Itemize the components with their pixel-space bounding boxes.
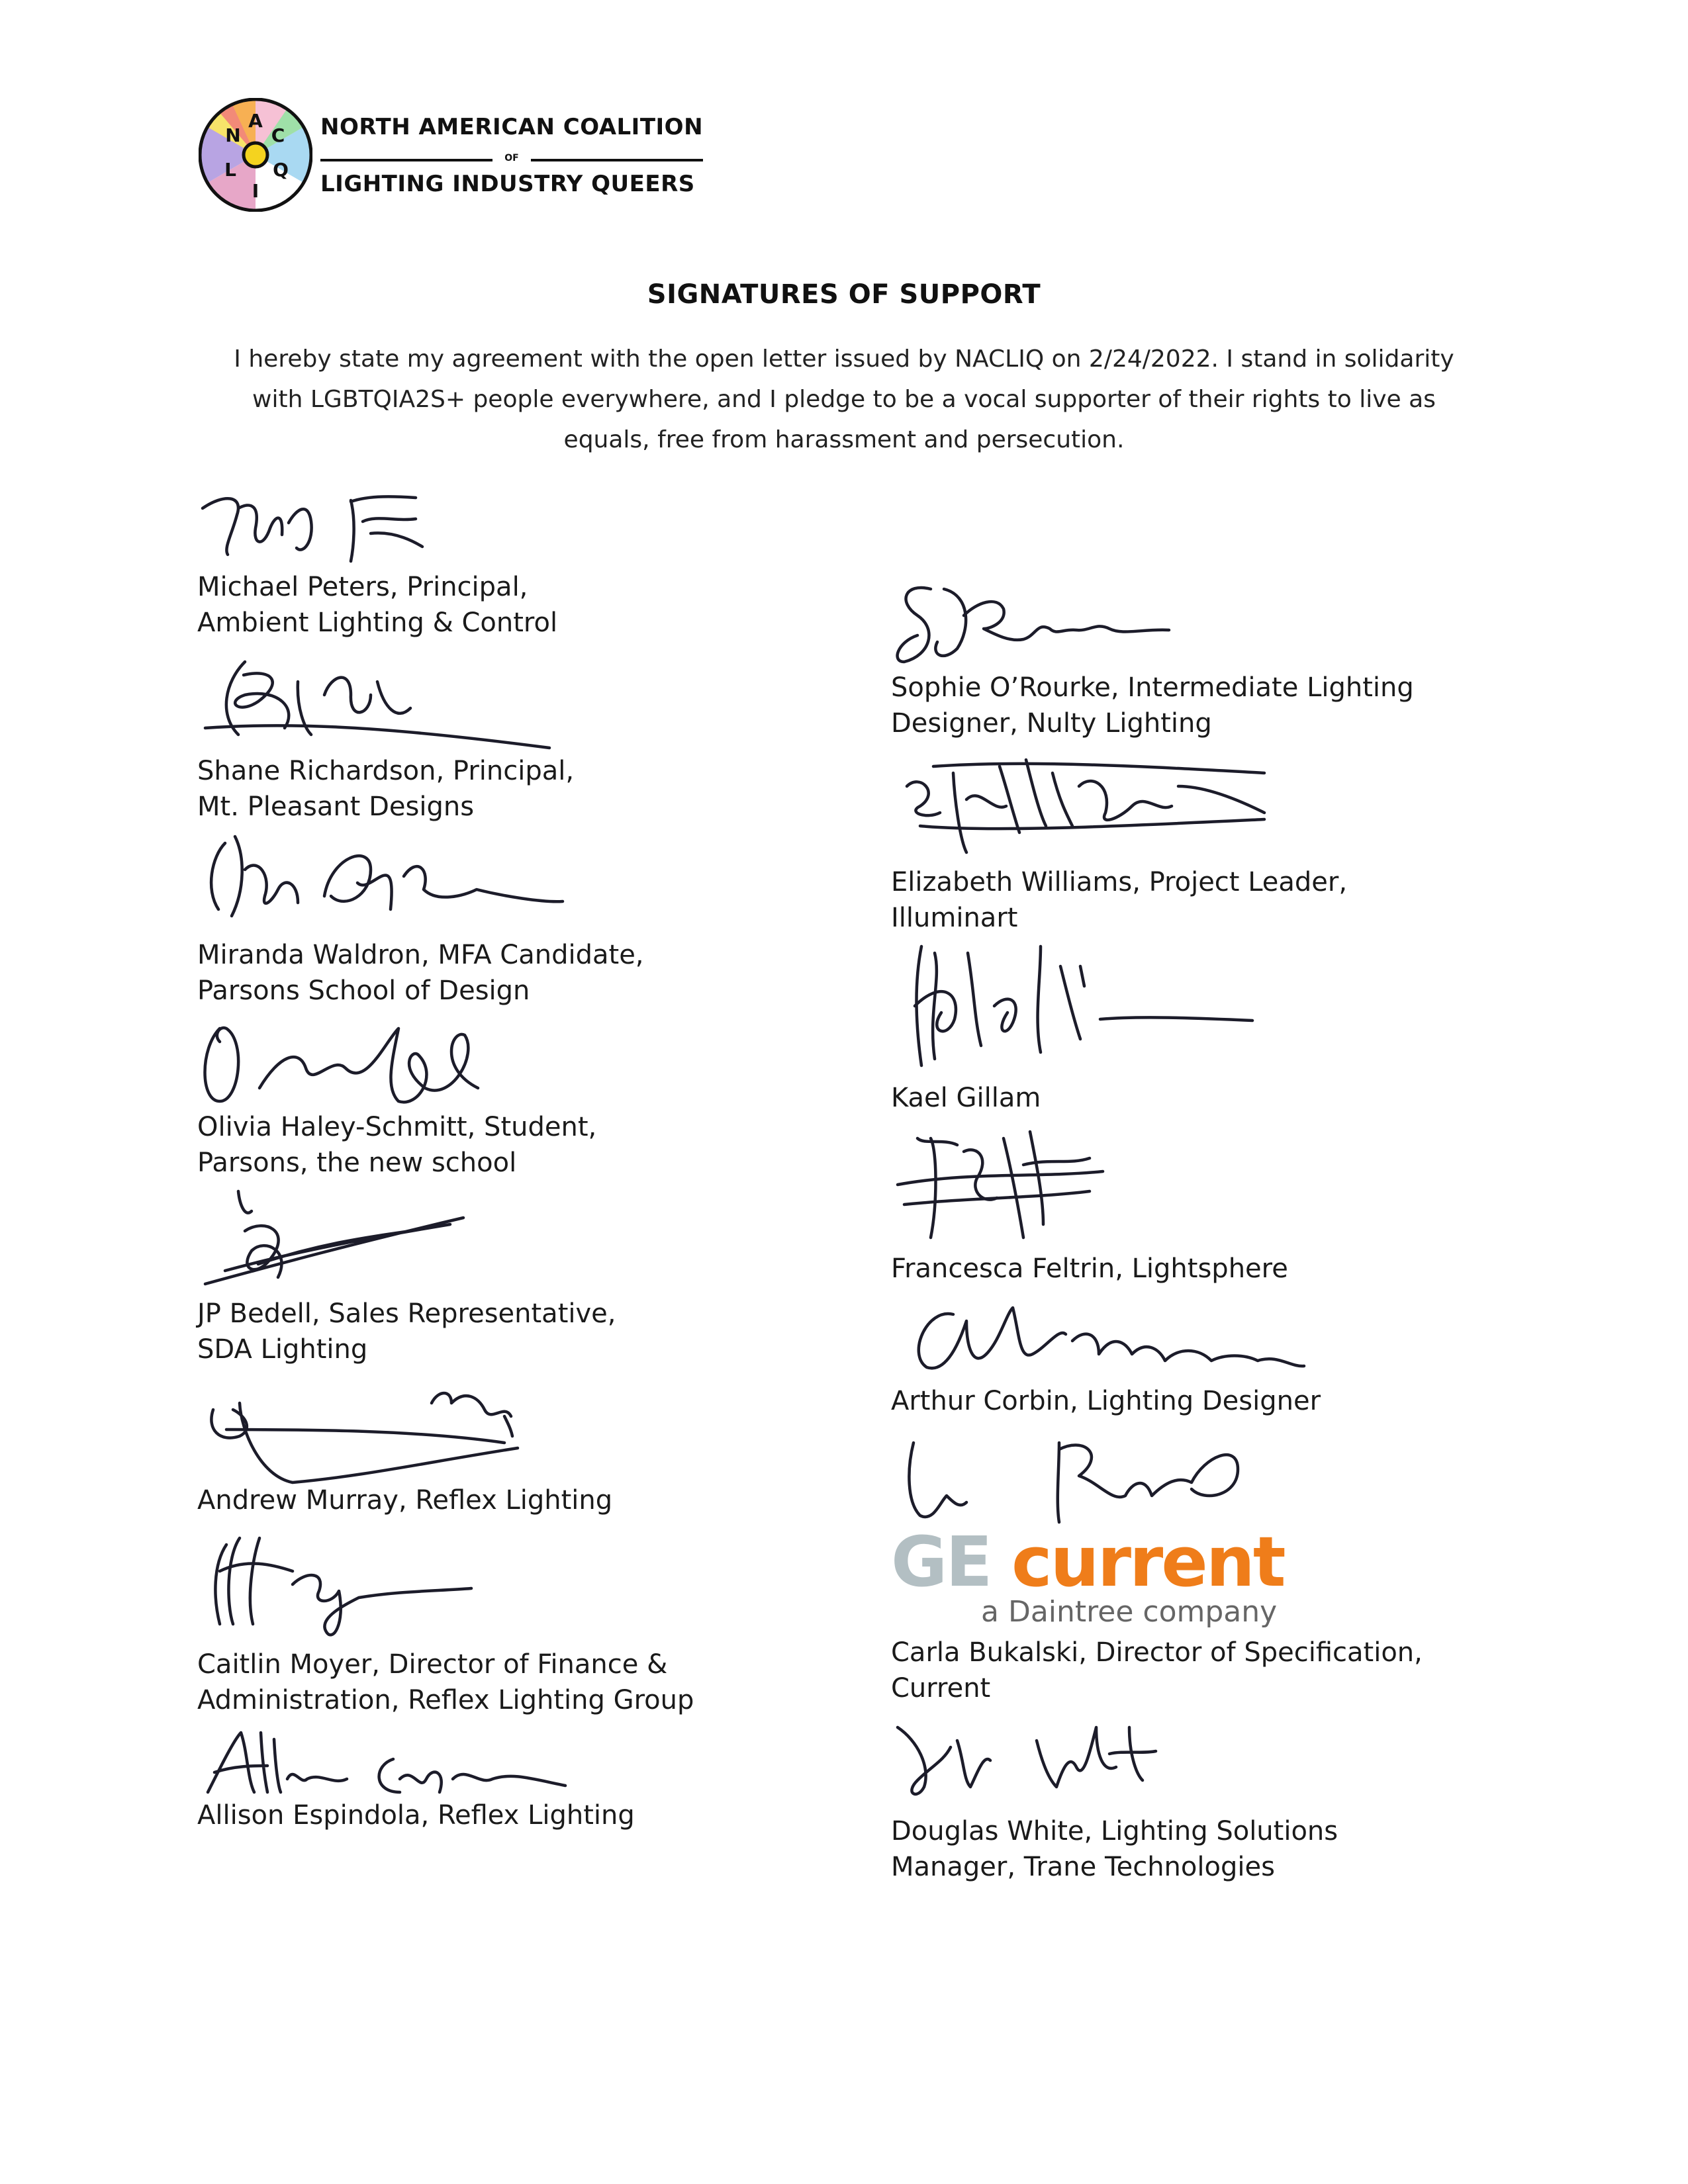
- signatory-name-olivia-haley-schmitt: Olivia Haley-Schmitt, Student, Parsons, the new school: [197, 1112, 597, 1178]
- signatory-name-kael-gillam: Kael Gillam: [891, 1083, 1041, 1113]
- signature-kael-gillam: [902, 940, 1259, 1072]
- signature-caitlin-moyer: [200, 1531, 478, 1651]
- statement-line: I hereby state my agreement with the open letter issued by NACLIQ on 2/24/2022. I stand in solidarity: [234, 345, 1454, 373]
- org-name-of-divider: [320, 152, 703, 167]
- logo-letter-i: I: [252, 180, 259, 202]
- signature-elizabeth-williams: [894, 747, 1278, 859]
- logo-letter-q: Q: [273, 159, 289, 181]
- signature-francesca-feltrin: [891, 1125, 1116, 1244]
- org-name-line-1: NORTH AMERICAN COALITION: [320, 114, 704, 140]
- nacliq-logo-emblem: [199, 98, 312, 212]
- logo-letter-a: A: [248, 110, 263, 132]
- daintree-tagline: a Daintree company: [981, 1595, 1278, 1629]
- signatory-name-allison-espindola: Allison Espindola, Reflex Lighting: [197, 1800, 635, 1831]
- org-name-line-2: LIGHTING INDUSTRY QUEERS: [320, 171, 695, 197]
- signatory-name-elizabeth-williams: Elizabeth Williams, Project Leader, Illuminart: [891, 867, 1348, 933]
- signatory-name-francesca-feltrin: Francesca Feltrin, Lightsphere: [891, 1253, 1288, 1284]
- signature-carla-bukalski: [900, 1430, 1244, 1529]
- signatory-name-michael-peters: Michael Peters, Principal, Ambient Lighting & Control: [197, 572, 558, 638]
- signature-allison-espindola: [201, 1726, 572, 1799]
- ge-logo-text: GE: [891, 1522, 991, 1602]
- signatory-name-carla-bukalski: Carla Bukalski, Director of Specification, Current: [891, 1637, 1423, 1704]
- support-statement: [205, 339, 1483, 460]
- signatory-name-miranda-waldron: Miranda Waldron, MFA Candidate, Parsons School of Design: [197, 940, 644, 1006]
- statement-line: with LGBTQIA2S+ people everywhere, and I pledge to be a vocal supporter of their rights to live as: [252, 386, 1436, 413]
- signatory-name-arthur-corbin: Arthur Corbin, Lighting Designer: [891, 1386, 1321, 1416]
- signature-jp-bedell: [199, 1185, 477, 1297]
- signature-arthur-corbin: [900, 1295, 1324, 1381]
- signature-olivia-haley-schmitt: [200, 1015, 504, 1115]
- signature-sophie-orourke: [891, 576, 1176, 668]
- logo-letter-n: N: [225, 124, 241, 146]
- signatory-name-sophie-orourke: Sophie O’Rourke, Intermediate Lighting Designer, Nulty Lighting: [891, 672, 1414, 739]
- signature-shane-richardson: [199, 655, 569, 754]
- org-name-of: OF: [504, 153, 519, 163]
- signature-douglas-white: [891, 1714, 1182, 1800]
- statement-line: equals, free from harassment and persecution.: [563, 426, 1125, 453]
- page-title: SIGNATURES OF SUPPORT: [647, 279, 1041, 310]
- current-logo-text: current: [1011, 1522, 1284, 1602]
- logo-letter-c: C: [271, 124, 285, 146]
- signatory-name-caitlin-moyer: Caitlin Moyer, Director of Finance & Administration, Reflex Lighting Group: [197, 1649, 694, 1715]
- ge-current-logo: [891, 1522, 1301, 1635]
- signature-andrew-murray: [200, 1377, 531, 1489]
- signatory-name-douglas-white: Douglas White, Lighting Solutions Manager, Trane Technologies: [891, 1816, 1338, 1882]
- signature-miranda-waldron: [199, 830, 569, 929]
- signatory-name-andrew-murray: Andrew Murray, Reflex Lighting: [197, 1485, 613, 1516]
- signatory-name-shane-richardson: Shane Richardson, Principal, Mt. Pleasant Designs: [197, 756, 575, 822]
- signature-michael-peters: [197, 482, 475, 568]
- logo-letter-l: L: [224, 159, 236, 181]
- signatory-name-jp-bedell: JP Bedell, Sales Representative, SDA Lighting: [197, 1298, 616, 1365]
